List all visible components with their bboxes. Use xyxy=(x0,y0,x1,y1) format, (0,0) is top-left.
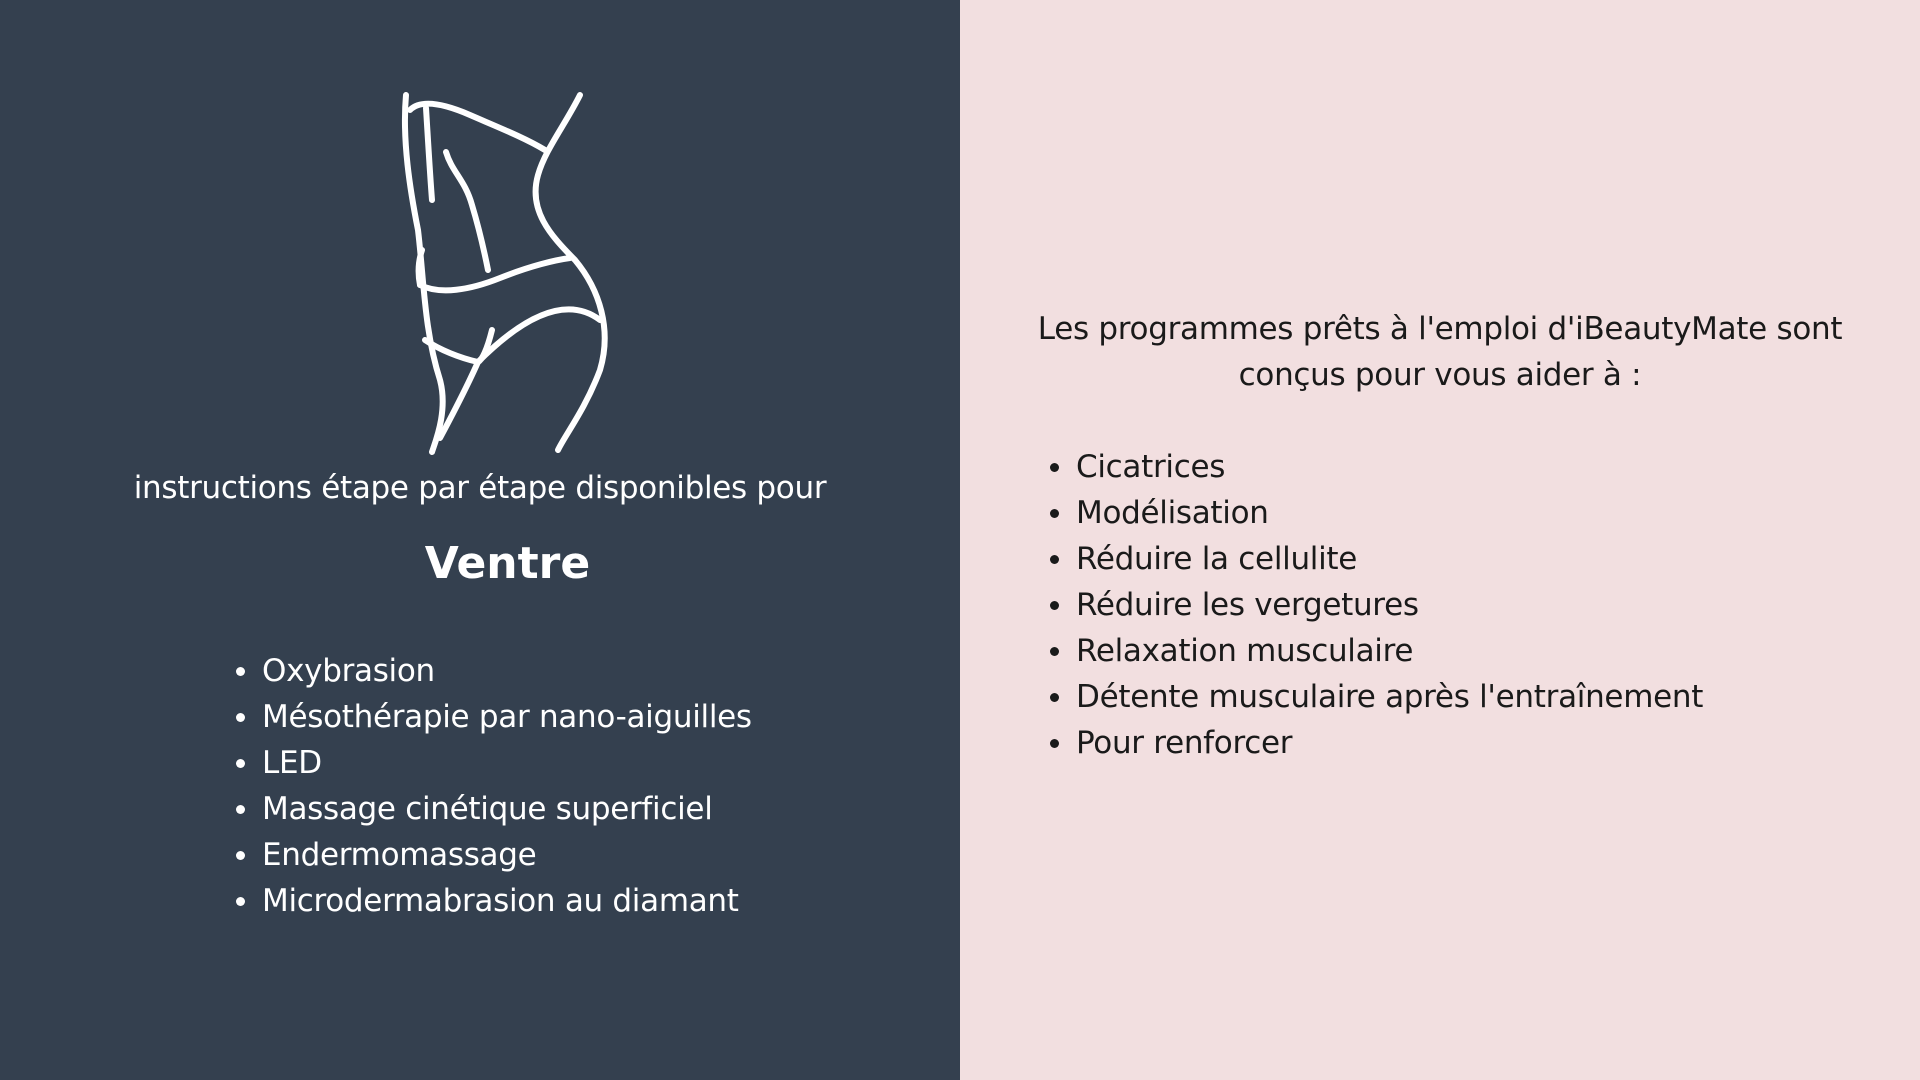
list-item: Détente musculaire après l'entraînement xyxy=(1050,674,1703,720)
bullet-icon xyxy=(236,759,245,768)
bullet-icon xyxy=(1050,555,1059,564)
benefits-list xyxy=(1050,444,1703,766)
bullet-icon xyxy=(1050,647,1059,656)
list-item: Microdermabrasion au diamant xyxy=(236,878,752,924)
bullet-icon xyxy=(1050,601,1059,610)
left-subtitle: instructions étape par étape disponibles pour xyxy=(133,470,827,506)
bullet-icon xyxy=(1050,693,1059,702)
list-item: Endermomassage xyxy=(236,832,752,878)
bullet-icon xyxy=(236,851,245,860)
list-item: Réduire la cellulite xyxy=(1050,536,1703,582)
list-item: Mésothérapie par nano-aiguilles xyxy=(236,694,752,740)
list-item: Cicatrices xyxy=(1050,444,1703,490)
bullet-icon xyxy=(236,805,245,814)
bullet-icon xyxy=(236,713,245,722)
list-item: Massage cinétique superficiel xyxy=(236,786,752,832)
list-item: Pour renforcer xyxy=(1050,720,1703,766)
torso-line-icon xyxy=(385,88,625,458)
bullet-icon xyxy=(236,667,245,676)
treatment-list xyxy=(236,648,752,924)
list-item: Oxybrasion xyxy=(236,648,752,694)
bullet-icon xyxy=(236,897,245,906)
list-item: Réduire les vergetures xyxy=(1050,582,1703,628)
area-title: Ventre xyxy=(424,538,591,589)
right-panel xyxy=(960,0,1920,1080)
bullet-icon xyxy=(1050,509,1059,518)
intro-text xyxy=(960,306,1920,398)
list-item: LED xyxy=(236,740,752,786)
intro-line: Les programmes prêts à l'emploi d'iBeautyMate sont xyxy=(1037,311,1843,347)
intro-line: conçus pour vous aider à : xyxy=(1238,357,1642,393)
list-item: Modélisation xyxy=(1050,490,1703,536)
bullet-icon xyxy=(1050,463,1059,472)
list-item: Relaxation musculaire xyxy=(1050,628,1703,674)
bullet-icon xyxy=(1050,739,1059,748)
